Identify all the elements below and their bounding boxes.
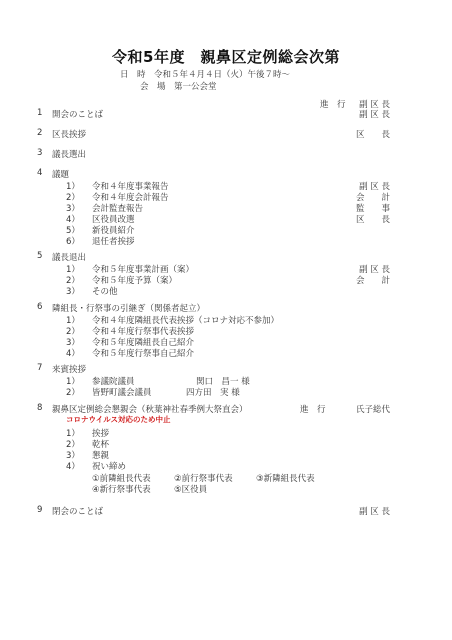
section-9-title: 閉会のことば	[52, 507, 104, 517]
agenda-item-text: 令和５年度事業計画（案）	[92, 265, 195, 275]
section-1-title: 開会のことば	[52, 110, 104, 120]
page-title: 令和5年度 親鼻区定例総会次第	[112, 48, 340, 66]
agenda-item-person: 区 長	[355, 215, 390, 225]
section-2-title: 区長挨拶	[52, 130, 87, 140]
representative-item: ②前行祭事代表	[174, 474, 233, 484]
date-line: 日 時 令和５年４月４日（火）午後７時～	[120, 70, 291, 80]
representative-item: ④新行祭事代表	[92, 485, 151, 495]
section-9-person: 副 区 長	[359, 507, 390, 517]
agenda-item-number: 2）	[66, 276, 80, 286]
agenda-item-number: 4）	[66, 349, 80, 359]
guest-item-number: 1）	[66, 377, 80, 387]
guest-name: 四方田 実 様	[186, 388, 240, 398]
agenda-item-text: 令和５年度隣組長自己紹介	[92, 338, 195, 348]
agenda-item-text: その他	[92, 287, 118, 297]
section-4-number: 4	[37, 168, 43, 178]
agenda-item-number: 3）	[66, 338, 80, 348]
section-8-person: 氏子総代	[355, 405, 390, 415]
agenda-item-text: 退任者挨拶	[92, 237, 135, 247]
agenda-item-text: 令和４年度隣組長代表挨拶（コロナ対応不参加）	[92, 316, 280, 326]
cancellation-notice: コロナウイルス対応のため中止	[66, 415, 171, 424]
section-3-number: 3	[37, 148, 43, 158]
agenda-item-number: 4）	[66, 462, 80, 472]
agenda-item-number: 1）	[66, 265, 80, 275]
agenda-item-text: 令和４年度行祭事代表挨拶	[92, 327, 195, 337]
agenda-item-person: 監 事	[355, 204, 390, 214]
agenda-item-text: 令和５年度予算（案）	[92, 276, 178, 286]
section-5-title: 議長退出	[52, 253, 87, 263]
agenda-item-number: 3）	[66, 287, 80, 297]
agenda-item-text: 令和４年度会計報告	[92, 193, 169, 203]
representative-item: ③新隣組長代表	[256, 474, 315, 484]
chair-role: 進 行	[320, 100, 346, 110]
section-2-number: 2	[37, 128, 43, 138]
section-6-number: 6	[37, 302, 43, 312]
agenda-item-number: 2）	[66, 440, 80, 450]
agenda-item-number: 1）	[66, 316, 80, 326]
agenda-item-text: 会計監査報告	[92, 204, 144, 214]
guest-title: 参議院議員	[92, 377, 135, 387]
agenda-item-number: 2）	[66, 193, 80, 203]
agenda-item-text: 挨拶	[92, 429, 110, 439]
agenda-item-person: 副 区 長	[359, 182, 390, 192]
section-9-number: 9	[37, 505, 43, 515]
agenda-item-number: 4）	[66, 215, 80, 225]
agenda-item-text: 令和４年度事業報告	[92, 182, 169, 192]
agenda-item-number: 5）	[66, 226, 80, 236]
section-8-number: 8	[37, 403, 43, 413]
section-3-title: 議長選出	[52, 150, 87, 160]
agenda-item-text: 令和５年度行祭事自己紹介	[92, 349, 195, 359]
agenda-item-number: 1）	[66, 182, 80, 192]
section-8-role: 進 行	[300, 405, 326, 415]
agenda-item-text: 祝い締め	[92, 462, 127, 472]
section-4-title: 議題	[52, 170, 70, 180]
agenda-item-number: 1）	[66, 429, 80, 439]
guest-title: 皆野町議会議員	[92, 388, 152, 398]
section-7-number: 7	[37, 363, 43, 373]
agenda-item-person: 副 区 長	[359, 265, 390, 275]
section-5-number: 5	[37, 251, 43, 261]
representative-item: ⑤区役員	[174, 485, 208, 495]
agenda-item-text: 区役員改選	[92, 215, 135, 225]
section-2-person: 区 長	[355, 130, 390, 140]
agenda-item-person: 会 計	[355, 276, 390, 286]
section-1-number: 1	[37, 108, 43, 118]
guest-item-number: 2）	[66, 388, 80, 398]
section-6-title: 隣組長・行祭事の引継ぎ（関係者起立）	[52, 304, 206, 314]
section-7-title: 来賓挨拶	[52, 365, 87, 375]
representative-item: ①前隣組長代表	[92, 474, 151, 484]
section-1-person: 副 区 長	[359, 110, 390, 120]
section-8-title: 親鼻区定例総会懇親会（秋葉神社春季例大祭直会）	[52, 405, 248, 415]
agenda-item-number: 6）	[66, 237, 80, 247]
agenda-item-person: 会 計	[355, 193, 390, 203]
venue-line: 会 場 第一公会堂	[140, 82, 217, 92]
agenda-item-number: 2）	[66, 327, 80, 337]
agenda-item-number: 3）	[66, 204, 80, 214]
agenda-item-text: 乾杯	[92, 440, 110, 450]
agenda-item-text: 懇親	[92, 451, 110, 461]
agenda-item-number: 3）	[66, 451, 80, 461]
chair-person: 副 区 長	[359, 100, 390, 110]
agenda-item-text: 新役員紹介	[92, 226, 135, 236]
guest-name: 関口 昌一 様	[196, 377, 250, 387]
